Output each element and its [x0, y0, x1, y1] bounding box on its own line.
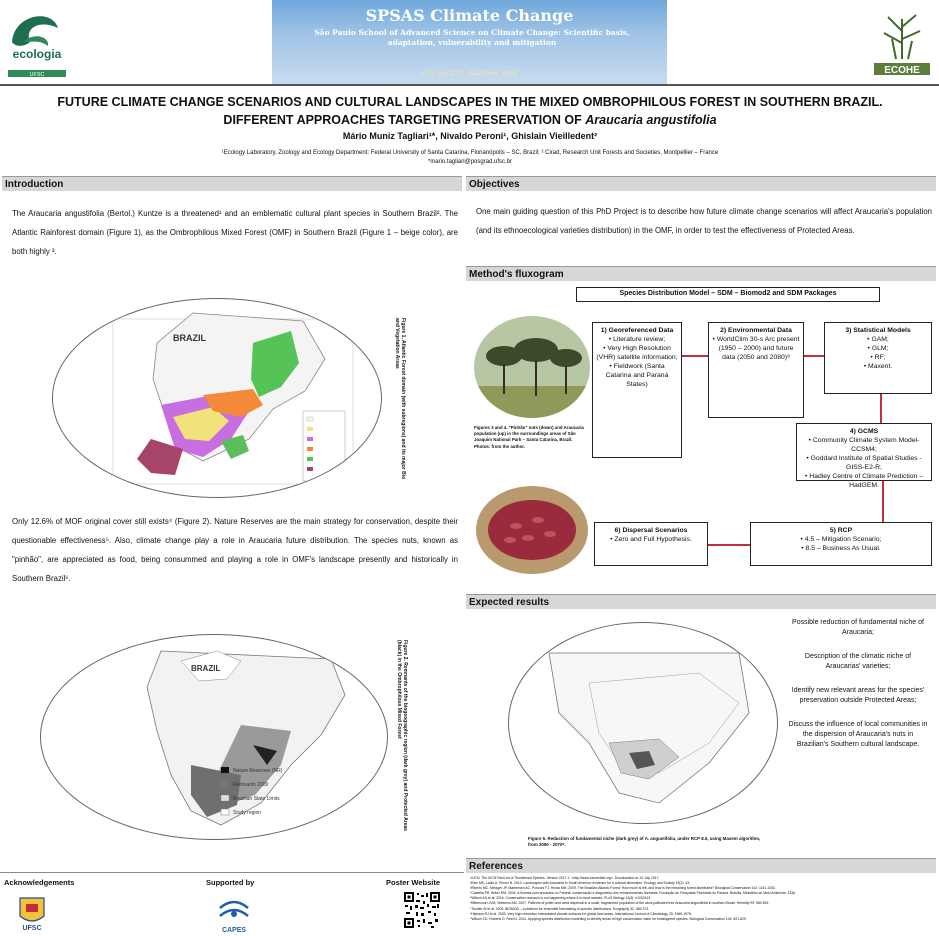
supported-by-label: Supported by [206, 878, 255, 887]
reference-line: ³Ribeiro MC, Metzger JP, Martensen AC, Ponzoni FJ, Hirota MM. 2009. The Brazilian Atlantic Forest: How much is left, and how is the remaining forest distributed? Biological Conservation 142: 1141-1153. [470, 886, 776, 891]
reference-line: ¹IUCN. The IUCN Red List of Threatened Species. Version 2017-1. <http://www.iucnredlist.org>. Downloaded on 10 July 2017. [470, 876, 660, 880]
reference-line: ⁷Thuiller W et al. 2009. BIOMOD – a platform for ensemble forecasting of species distributions. Ecography 32: 369-373. [470, 906, 650, 911]
result-item: Possible reduction of fundamental niche of Araucaria; [792, 619, 924, 636]
figure-2-brazil-label: BRAZIL [191, 664, 221, 673]
methods-heading: Method's fluxogram [466, 266, 936, 281]
box-3-item: • GAM; [828, 335, 928, 344]
spsas-banner [272, 0, 667, 84]
connector-3-4 [880, 394, 882, 424]
box-5-item: • 8.5 – Business As Usual. [754, 544, 928, 553]
figure-5-caption: Figure 5. Reduction of fundamental niche (dark grey) of A. angustifolia, under RCP 8.5, using Maxent algorithm, from 2050 - 2070⁹. [528, 836, 761, 847]
box-1-item: • Literature review; [596, 335, 678, 344]
poster-title-species: Araucaria angustifolia [585, 113, 717, 127]
acknowledgements-label: Acknowledgements [4, 878, 75, 887]
box-statistical-models [824, 322, 932, 394]
box-5-item: • 4.5 – Mitigation Scenario; [754, 535, 928, 544]
figure-5-map [508, 622, 778, 824]
banner-date: 3-15 July 2017, São Paulo, Brazil [421, 70, 518, 77]
introduction-heading: Introduction [2, 176, 462, 191]
figure-2-legend-0: Nature Reserves (NR) [233, 768, 283, 774]
pinhao-photo [476, 486, 588, 574]
figure-2-map [40, 634, 388, 840]
box-2-item: • WorldClim 30-s Arc present (1950 – 2000) and future data (2050 and 2080)⁸ [712, 335, 800, 362]
banner-subtitle: São Paulo School of Advanced Science on Climate Change: Scientific basis, adaptation, vulnerability and mitigation [314, 28, 630, 47]
results-heading: Expected results [466, 594, 936, 609]
figure-2-caption: Figure 2. Remnants of the biogeographic region (dark grey) and Protected Areas (black) in the Ombrophilous Mixed Forest [396, 640, 408, 831]
result-item: Discuss the influence of local communities in the dispersion of Araucaria's nuts in Brazilian's Southern cultural landscape. [788, 721, 928, 748]
figure-1-caption: Figure 1. Atlantic Forest domain (with subregions) and its major Bio and Vegetation Areas [394, 318, 406, 480]
reference-line: ⁴Castella PR, Britez RM. 2004. A floresta com araucária no Paraná: conservação e diagnóstico dos remanescentes florestais. Fundação de Pesquisas Florestais do Paraná. Brasília, Ministério do Meio Ambiente, 233p. [470, 891, 796, 896]
figure-2-legend-1: Remnants 2000 [233, 782, 269, 788]
references-heading: References [466, 858, 936, 873]
box-2-title: 2) Environmental Data [720, 327, 792, 334]
box-dispersal-scenarios [594, 522, 708, 566]
ufsc-logo [14, 894, 50, 932]
affiliation-text: ¹Ecology Laboratory, Zoology and Ecology Department: Federal University of Santa Catarina, Florianópolis – SC, Brazil; ² Cirad, Research Unit Forests and Societies, Montpellier – France [221, 150, 719, 156]
box-3-item: • GLM; [828, 344, 928, 353]
objectives-heading: Objectives [466, 176, 936, 191]
capes-logo-text: CAPES [221, 927, 247, 934]
box-rcp [750, 522, 932, 566]
introduction-para-2: Only 12.6% of MOF original cover still exists⁴ (Figure 2). Nature Reserves are the main strategy for conservation, despite their questionable effectiveness⁵. Also, climate change play a role in Araucaria future distribution. The species nuts, known as "pinhão", are appreciated as food, being consummed and playing a role in OMF's landscape presently and historically in Southern Brazil⁶. [12, 517, 458, 583]
poster-affiliation [40, 149, 900, 167]
box-6-title: 6) Dispersal Scenarios [614, 527, 688, 534]
capes-logo [212, 894, 256, 934]
box-4-item: • Hadley Centre of Climate Prediction – HadGEM. [800, 472, 928, 490]
figure-2-legend-3: Study region [233, 810, 262, 816]
box-1-item: • Fieldwork (Santa Catarina and Paraná States) [596, 362, 678, 389]
box-1-item: • Very High Resolution (VHR) satellite information; [596, 344, 678, 362]
box-4-item: • Community Climate System Model- CCSM4; [800, 436, 928, 454]
reference-line: ⁸Hijmans RJ et al. 2005. Very high resolution interpolated climate surfaces for global land areas. International Journal of Climatology 25: 1965-1978. [470, 911, 692, 916]
reference-line: ²Reis MS, Ladio A, Peroni N. 2014. Landscapes with Araucaria in South America: evidence for a cultural dimension. Ecology and Society 19(2): 43. [470, 881, 691, 886]
box-3-item: • Maxent. [828, 362, 928, 371]
reference-line: ⁵Wilson KA et al. 2016. Conservation research is not happening where it is most needed. PLoS Biology 14(3): e1002413. [470, 896, 652, 901]
references-list [470, 876, 932, 934]
poster-authors: Mário Muniz Tagliari¹*, Nivaldo Peroni¹, Ghislain Vieilledent² [342, 131, 598, 141]
photo-caption: Figures 3 and 4. "Pinhão" nuts (down) and Araucaria population (up) in the surroundings areas of São Joaquim National Park – Santa Catarina, Brazil. Photos: from the author. [474, 425, 584, 449]
reference-line: ⁹Wilson CD, Roberts D, Reid N. 2011. Applying species distribution modelling to identify areas of high conservation value for endangered species. Biological Conservation 144: 821-829. [470, 916, 747, 921]
figure-1-brazil-label: BRAZIL [173, 333, 206, 343]
ecologia-logo-text: ecologia [12, 47, 62, 61]
box-3-item: • RF; [828, 353, 928, 362]
qr-code-icon[interactable] [404, 892, 440, 928]
ecohe-logo [866, 3, 938, 83]
figure-2-legend-2: Brazilian State Limits [233, 796, 280, 802]
araucaria-photo [474, 316, 590, 418]
sdm-title-box: Species Distribution Model – SDM – Biomod2 and SDM Packages [576, 287, 880, 302]
introduction-para-1: The Araucaria angustifolia (Bertol.) Kuntze is a threatened¹ and an emblematic cultural plant species in Southern Brazil². The Atlantic Rainforest domain (Figure 1), as the Ombrophilous Mixed Forest (OMF) in Southern Brazil (Figure 1 – beige color), are both highly ³. [12, 209, 458, 256]
result-item: Identify new relevant areas for the species' preservation outside Protected Areas; [791, 687, 925, 704]
box-3-title: 3) Statistical Models [845, 327, 911, 334]
contact-email: *mario.tagliari@posgrad.ufsc.br [427, 159, 513, 165]
box-4-title: 4) GCMS [849, 428, 879, 435]
figure-1-map [52, 298, 382, 498]
ufsc-logo-text: UFSC [22, 925, 42, 932]
ecologia-logo [2, 2, 72, 82]
poster-title [40, 93, 900, 129]
reference-line: ⁶Bittencourt JVM, Sebbenn AM. 2007. Patterns of pollen and seed dispersal in a small, fragmented population of the wind-pollinated tree Araucaria angustifolia in southern Brazil. Heredity 99: 580-591. [470, 901, 770, 906]
poster-website-label: Poster Website [386, 878, 441, 887]
box-1-title: 1) Georeferenced Data [600, 327, 674, 334]
ecohe-logo-text: ECOHE [884, 65, 920, 76]
connector-5-6 [708, 544, 750, 546]
connector-2-3 [804, 355, 824, 357]
box-4-item: • Goddard Institute of Spatial Studies - GISS-E2-R; [800, 454, 928, 472]
box-5-title: 5) RCP [829, 527, 853, 534]
poster-header [0, 0, 939, 86]
box-gcms [796, 423, 932, 489]
objectives-text: One main guiding question of this PhD Project is to describe how future climate change scenarios will affect Araucaria's population (and its ethnoecological varieties distribution) in the OMF, in order to test the effectiveness of Protected Areas. [476, 207, 932, 235]
banner-title: SPSAS Climate Change [365, 6, 574, 25]
connector-1-2 [682, 355, 708, 357]
poster-title-main: FUTURE CLIMATE CHANGE SCENARIOS AND CULTURAL LANDSCAPES IN THE MIXED OMBROPHILOUS FOREST IN SOUTHERN BRAZIL. DIFFERENT APPROACHES TARGETING PRESERVATION OF [57, 95, 883, 127]
footer-divider [0, 872, 464, 873]
box-georeferenced-data [592, 322, 682, 458]
ecologia-logo-sub: UFSC [29, 72, 45, 78]
expected-results-list [788, 618, 928, 764]
box-6-item: • Zero and Full Hypothesis. [598, 535, 704, 544]
box-environmental-data [708, 322, 804, 418]
result-item: Description of the climatic niche of Araucarias' varieties; [804, 653, 912, 670]
